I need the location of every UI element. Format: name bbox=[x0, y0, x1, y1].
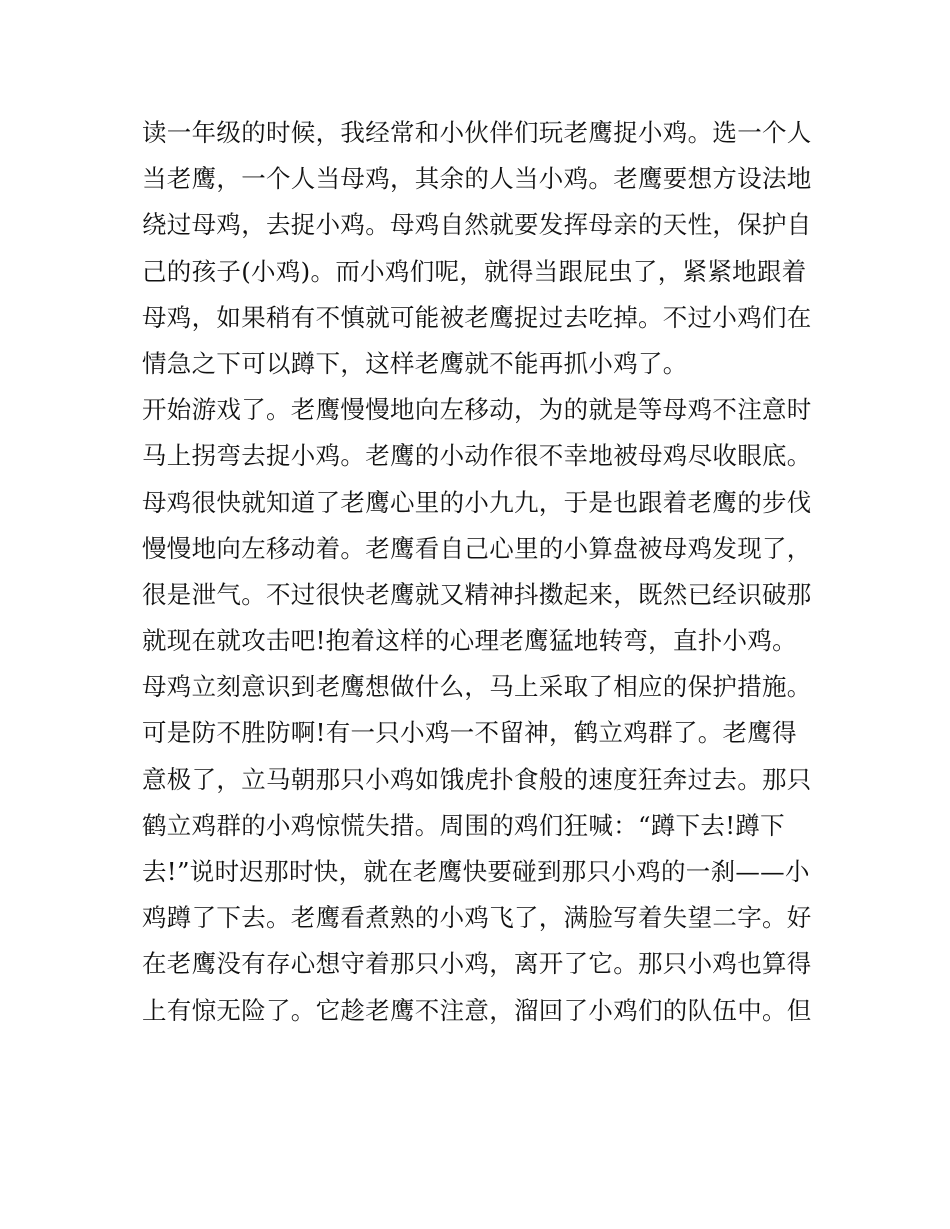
text-line: 上有惊无险了。它趁老鹰不注意，溜回了小鸡们的队伍中。但 bbox=[142, 995, 812, 1025]
text-line: 开始游戏了。老鹰慢慢地向左移动，为的就是等母鸡不注意时 bbox=[142, 395, 812, 425]
text-line: 慢慢地向左移动着。老鹰看自己心里的小算盘被母鸡发现了， bbox=[142, 533, 812, 563]
text-line: 情急之下可以蹲下，这样老鹰就不能再抓小鸡了。 bbox=[142, 348, 688, 378]
text-line: 己的孩子(小鸡)。而小鸡们呢，就得当跟屁虫了，紧紧地跟着 bbox=[142, 256, 807, 286]
text-line: 马上拐弯去捉小鸡。老鹰的小动作很不幸地被母鸡尽收眼底。 bbox=[142, 441, 812, 471]
text-line: 绕过母鸡，去捉小鸡。母鸡自然就要发挥母亲的天性，保护自 bbox=[142, 210, 812, 240]
document-body-text bbox=[142, 110, 822, 1034]
text-line: 很是泄气。不过很快老鹰就又精神抖擞起来，既然已经识破那 bbox=[142, 579, 812, 609]
text-line: 去!”说时迟那时快，就在老鹰快要碰到那只小鸡的一刹——小 bbox=[142, 857, 810, 886]
text-line: 读一年级的时候，我经常和小伙伴们玩老鹰捉小鸡。选一个人 bbox=[142, 118, 812, 147]
text-line: 鹤立鸡群的小鸡惊慌失措。周围的鸡们狂喊：“蹲下去!蹲下 bbox=[142, 810, 785, 840]
text-line: 在老鹰没有存心想守着那只小鸡，离开了它。那只小鸡也算得 bbox=[142, 949, 812, 979]
text-line: 母鸡，如果稍有不慎就可能被老鹰捉过去吃掉。不过小鸡们在 bbox=[142, 302, 812, 332]
text-line: 母鸡很快就知道了老鹰心里的小九九，于是也跟着老鹰的步伐 bbox=[142, 487, 812, 517]
text-line: 可是防不胜防啊!有一只小鸡一不留神，鹤立鸡群了。老鹰得 bbox=[142, 718, 797, 748]
text-line: 意极了，立马朝那只小鸡如饿虎扑食般的速度狂奔过去。那只 bbox=[142, 764, 812, 794]
text-line: 当老鹰，一个人当母鸡，其余的人当小鸡。老鹰要想方设法地 bbox=[142, 164, 812, 194]
text-line: 母鸡立刻意识到老鹰想做什么，马上采取了相应的保护措施。 bbox=[142, 672, 812, 702]
text-line: 就现在就攻击吧!抱着这样的心理老鹰猛地转弯，直扑小鸡。 bbox=[142, 626, 797, 656]
text-line: 鸡蹲了下去。老鹰看煮熟的小鸡飞了，满脸写着失望二字。好 bbox=[142, 903, 812, 933]
